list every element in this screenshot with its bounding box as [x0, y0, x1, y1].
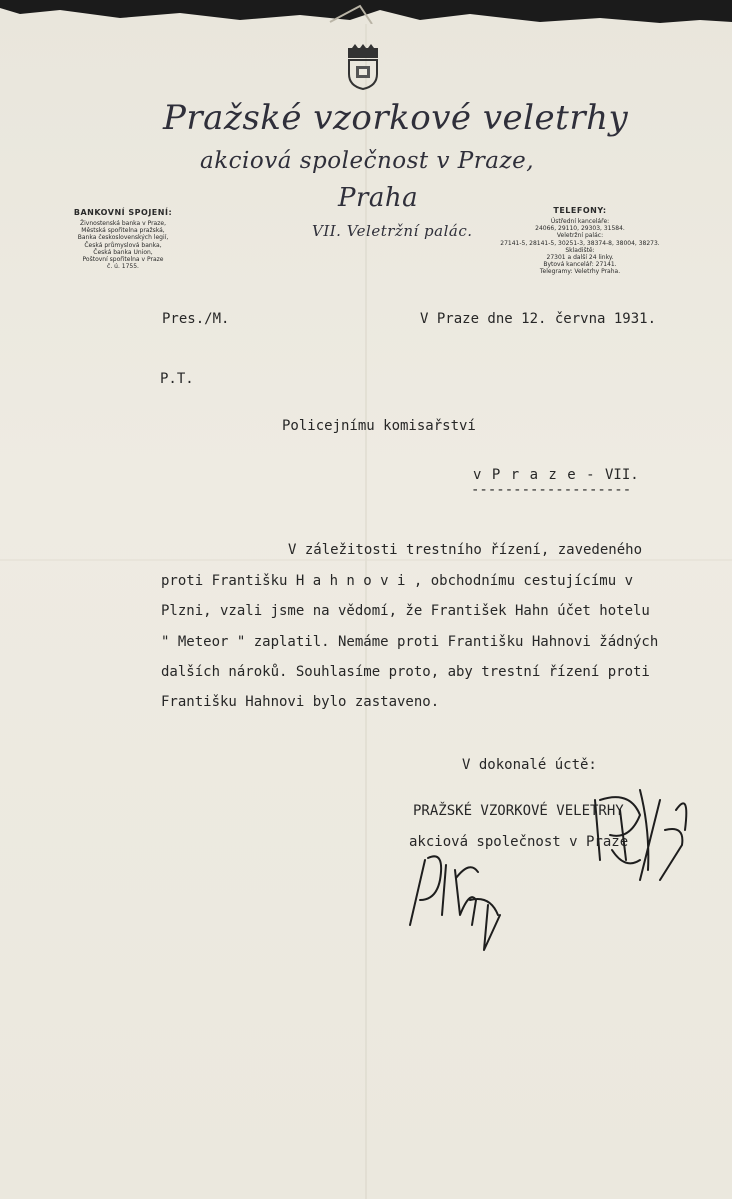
addressee-place: v P r a z e - VII.: [473, 467, 639, 483]
signature-company: akciová společnost v Praze: [409, 834, 629, 850]
addressee: Policejnímu komisařství: [282, 418, 476, 434]
bank-line: č. ú. 1755.: [107, 263, 139, 271]
bank-title: BANKOVNÍ SPOJENÍ:: [73, 208, 173, 217]
letterhead-address: VII. Veletržní palác.: [312, 222, 473, 240]
letter-date: V Praze dne 12. června 1931.: [420, 311, 657, 327]
phones-line: Bytová kancelář: 27141.: [543, 261, 617, 269]
letterhead-company: akciová společnost v Praze,: [200, 148, 535, 174]
body-line: " Meteor " zaplatil. Nemáme proti Františku Hahnovi žádných: [161, 634, 659, 650]
body-line: Plzni, vzali jsme na vědomí, že František Hahn účet hotelu: [161, 603, 650, 619]
phones-title: TELEFONY:: [553, 206, 607, 215]
torn-top-edge: [0, 0, 732, 24]
coat-of-arms-icon: [346, 44, 380, 90]
body-line: dalších nároků. Souhlasíme proto, aby trestní řízení proti: [161, 664, 650, 680]
place-underline: -------------------: [471, 482, 632, 498]
body-line: V záležitosti trestního řízení, zavedeného: [288, 542, 643, 558]
phones-line: 27141-5, 28141-5, 30251-3, 38374-8, 38004, 38273.: [500, 239, 660, 247]
bank-line: Živnostenská banka v Praze,: [80, 220, 166, 227]
salutation: P.T.: [160, 371, 194, 387]
body-line: proti Františku H a h n o v i , obchodnímu cestujícímu v: [161, 573, 634, 589]
signature-firm-name: PRAŽSKÉ VZORKOVÉ VELETRHY: [413, 803, 624, 819]
closing-phrase: V dokonalé úctě:: [462, 757, 597, 773]
letterhead-firm-name: Pražské vzorkové veletrhy: [163, 98, 629, 138]
bank-line: Poštovní spořitelna v Praze: [82, 256, 164, 264]
phones-line: Telegramy: Veletrhy Praha.: [539, 268, 621, 276]
letterhead-city: Praha: [338, 183, 419, 213]
signature-left: [410, 856, 500, 950]
phones-line: Skladiště:: [565, 246, 595, 254]
bank-connections: [58, 208, 188, 270]
phones-line: Ústřední kanceláře:: [550, 218, 610, 225]
phones-line: Veletržní palác:: [556, 232, 604, 240]
phones-line: 24066, 29110, 29303, 31584.: [535, 225, 625, 233]
bank-line: Banka československých legií,: [77, 234, 169, 242]
reference-mark: Pres./M.: [162, 311, 230, 327]
body-line: Františku Hahnovi bylo zastaveno.: [161, 694, 440, 710]
bank-line: Česká banka Union,: [93, 248, 153, 256]
bank-line: Městská spořitelna pražská,: [81, 227, 165, 235]
bank-line: Česká průmyslová banka,: [84, 241, 162, 249]
phone-numbers: [485, 206, 675, 276]
phones-line: 27301 a další 24 linky.: [546, 254, 614, 262]
